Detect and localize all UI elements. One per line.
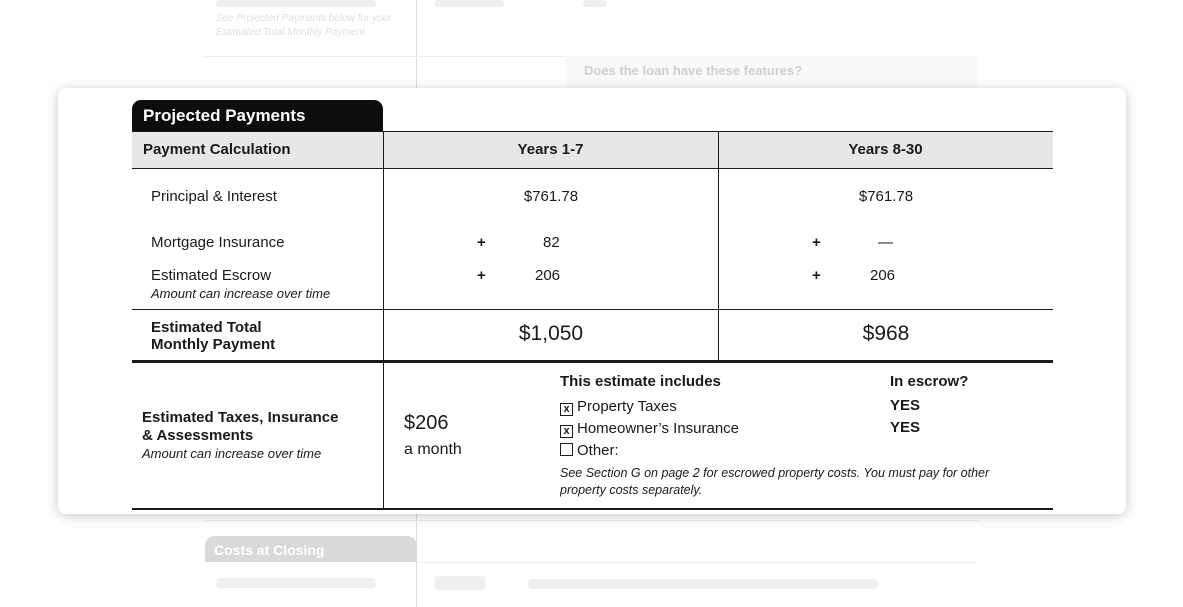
background-rule [205,520,978,521]
section-title: Projected Payments [132,100,383,132]
estimated-escrow-label: Estimated Escrow [151,267,272,284]
row-divider [132,309,1053,310]
total-payment-years-8-30: $968 [862,322,910,345]
background-features-question: Does the loan have these features? [584,63,803,78]
estimated-escrow-plus-1: + [477,267,486,284]
background-text-blur [434,576,486,590]
property-taxes-label: Property Taxes [577,398,677,415]
header-payment-calculation: Payment Calculation [143,141,291,158]
estimated-escrow-plus-2: + [812,267,821,284]
taxes-label-line2: & Assessments [142,427,254,444]
background-rule [417,562,978,563]
taxes-amount: $206 [404,412,449,434]
background-text-blur [528,579,878,589]
mortgage-insurance-label: Mortgage Insurance [151,234,285,251]
checkbox-property-taxes[interactable]: x [560,403,573,416]
estimated-escrow-years-8-30: 206 [870,267,896,284]
taxes-label-line1: Estimated Taxes, Insurance [142,409,339,426]
mortgage-insurance-plus-2: + [812,234,821,251]
taxes-sublabel: Amount can increase over time [142,446,322,461]
other-label: Other: [577,442,619,459]
homeowners-insurance-escrow: YES [890,419,921,436]
table-header [132,131,1053,169]
total-payment-years-1-7: $1,050 [518,322,584,345]
escrow-note-line2: property costs separately. [560,483,703,497]
row-divider-thick [132,360,1053,363]
taxes-period: a month [404,441,462,458]
header-years-1-7: Years 1-7 [517,141,584,158]
background-note-line2: Estimated Total Monthly Payment [216,27,365,38]
homeowners-insurance-label: Homeowner’s Insurance [577,420,740,437]
background-text-blur [583,0,607,7]
include-item-property-taxes [560,398,677,416]
background-text-blur [216,0,376,7]
include-item-homeowners-insurance [560,420,739,438]
estimated-escrow-sublabel: Amount can increase over time [151,286,331,301]
mortgage-insurance-plus-1: + [477,234,486,251]
property-taxes-escrow: YES [890,397,921,414]
escrow-note-line1: See Section G on page 2 for escrowed property costs. You must pay for other [560,466,990,480]
principal-interest-years-1-7: $761.78 [523,188,579,205]
in-escrow-heading: In escrow? [890,373,969,390]
includes-heading: This estimate includes [560,373,721,390]
mortgage-insurance-years-1-7: 82 [543,234,560,251]
background-costs-tab-label: Costs at Closing [214,542,325,558]
total-payment-label-line1: Estimated Total [151,319,262,336]
principal-interest-years-8-30: $761.78 [858,188,914,205]
table-bottom-rule [132,508,1053,510]
background-note-line1: See Projected Payments below for your [216,13,392,24]
background-text-blur [434,0,504,7]
header-years-8-30: Years 8-30 [848,141,923,158]
principal-interest-label: Principal & Interest [151,188,277,205]
background-text-blur [216,578,376,588]
include-item-other [560,442,619,459]
checkbox-homeowners-insurance[interactable]: x [560,425,573,438]
checkbox-other[interactable] [560,443,573,456]
mortgage-insurance-years-8-30: — [878,234,893,251]
estimated-escrow-years-1-7: 206 [535,267,561,284]
total-payment-label-line2: Monthly Payment [151,336,276,353]
